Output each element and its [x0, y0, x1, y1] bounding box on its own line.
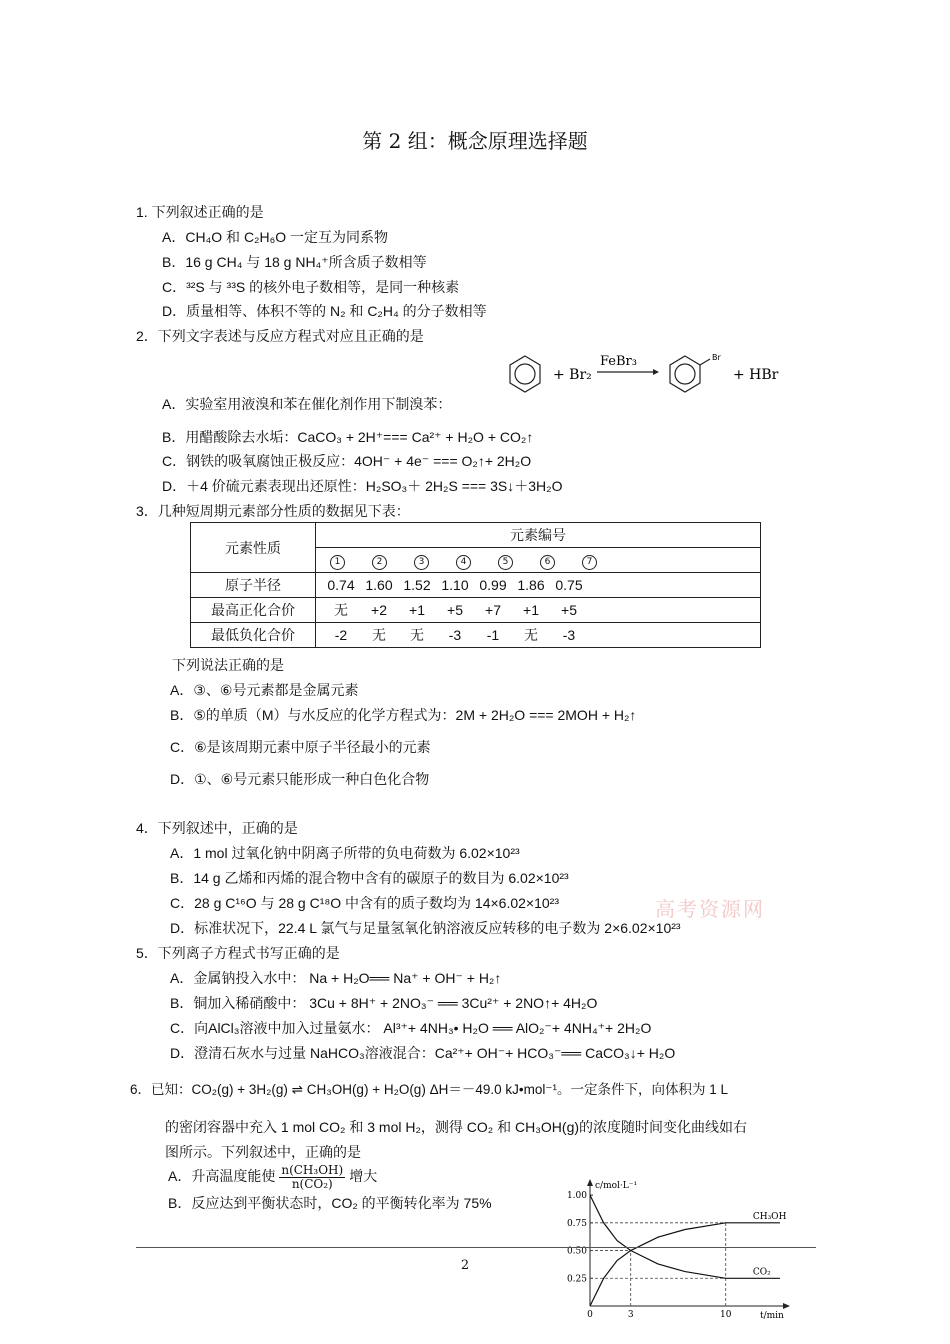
concentration-ratio [279, 1164, 345, 1191]
eq-br2: + Br₂ [553, 367, 592, 383]
q3-sub-stem: 下列说法正确的是 [172, 657, 284, 673]
cell: 1.86 [517, 577, 545, 593]
q4-stem: 4．下列叙述中，正确的是 [136, 820, 298, 836]
footer-divider [136, 1247, 816, 1248]
element-id: 2 [372, 555, 387, 570]
q1-stem: 1. 下列叙述正确的是 [136, 204, 264, 220]
x-tick-label: 0 [587, 1310, 593, 1320]
cell: 1.52 [403, 577, 431, 593]
table-header-id: 元素编号 [316, 523, 761, 548]
cell: +7 [485, 602, 501, 618]
q2-option-a: A．实验室用液溴和苯在催化剂作用下制溴苯： [162, 396, 452, 412]
row-label: 最高正化合价 [191, 598, 316, 623]
q6-stem-line3: 图所示。下列叙述中，正确的是 [165, 1144, 361, 1160]
concentration-time-chart [555, 1176, 800, 1326]
x-axis-arrow [783, 1303, 790, 1309]
cell: -1 [486, 627, 500, 643]
y-tick-label: 0.25 [566, 1274, 587, 1285]
cell: 0.99 [479, 577, 507, 593]
q6-option-a-prefix: A．升高温度能使 [168, 1168, 276, 1184]
q1-option-b: B．16 g CH₄ 与 18 g NH₄⁺所含质子数相等 [162, 254, 427, 270]
q3-option-a: A．③、⑥号元素都是金属元素 [170, 682, 359, 698]
cell: +1 [409, 602, 425, 618]
cell: -3 [448, 627, 462, 643]
row-label: 最低负化合价 [191, 623, 316, 648]
table-row [191, 623, 761, 648]
cell: -3 [562, 627, 576, 643]
cell: -2 [334, 627, 348, 643]
q3-option-c: C．⑥是该周期元素中原子半径最小的元素 [170, 739, 431, 755]
page-title: 第 2 组：概念原理选择题 [362, 129, 588, 153]
q2-stem: 2．下列文字表述与反应方程式对应且正确的是 [136, 328, 424, 344]
eq-hbr: + HBr [733, 367, 779, 383]
q1-option-d: D．质量相等、体积不等的 N₂ 和 C₂H₄ 的分子数相等 [162, 303, 487, 319]
cell: +1 [523, 602, 539, 618]
cell: 0.74 [327, 577, 355, 593]
benzene-ring-icon [510, 356, 540, 392]
y-axis-label: c/mol·L⁻¹ [595, 1181, 638, 1191]
q5-option-b: B．铜加入稀硝酸中： 3Cu + 8H⁺ + 2NO₃⁻ ══ 3Cu²⁺ + 2NO↑+ 4H₂O [170, 995, 598, 1011]
cell: 1.10 [441, 577, 469, 593]
q6-stem-line1: 6．已知：CO₂(g) + 3H₂(g) ⇌ CH₃OH(g) + H₂O(g) ΔH＝－49.0 kJ•mol⁻¹。一定条件下，向体积为 1 L [130, 1082, 728, 1097]
q5-option-d: D．澄清石灰水与过量 NaHCO₃溶液混合：Ca²⁺+ OH⁻+ HCO₃⁻══ CaCO₃↓+ H₂O [170, 1045, 676, 1061]
cell: 无 [372, 627, 386, 643]
q2-option-b: B．用醋酸除去水垢：CaCO₃ + 2H⁺=== Ca²⁺ + H₂O + CO₂↑ [162, 429, 534, 445]
cell: 无 [524, 627, 538, 643]
q6-option-b: B．反应达到平衡状态时，CO₂ 的平衡转化率为 75% [168, 1195, 492, 1211]
q6-option-a-suffix: 增大 [349, 1168, 378, 1184]
cell: +5 [561, 602, 577, 618]
element-id: 5 [498, 555, 513, 570]
q4-option-a: A．1 mol 过氧化钠中阴离子所带的负电荷数为 6.02×10²³ [170, 845, 520, 861]
page-number: 2 [460, 1258, 470, 1273]
x-tick-label: 10 [719, 1310, 732, 1320]
q3-option-d: D．①、⑥号元素只能形成一种白色化合物 [170, 771, 430, 787]
q4-option-c: C．28 g C¹⁶O 与 28 g C¹⁸O 中含有的质子数均为 14×6.02×10²³ [170, 895, 560, 911]
ratio-denominator: n(CO₂) [291, 1176, 333, 1191]
x-tick-label: 3 [627, 1310, 634, 1320]
element-id-row [316, 548, 761, 573]
cell: 无 [410, 627, 424, 643]
q2-option-c: C．钢铁的吸氧腐蚀正极反应：4OH⁻ + 4e⁻ === O₂↑+ 2H₂O [162, 453, 532, 469]
q4-option-b: B．14 g 乙烯和丙烯的混合物中含有的碳原子的数目为 6.02×10²³ [170, 870, 569, 886]
element-id: 6 [540, 555, 555, 570]
element-id: 7 [582, 555, 597, 570]
watermark: 高考资源网 [655, 897, 765, 921]
eq-catalyst: FeBr₃ [600, 354, 637, 369]
cell: 0.75 [555, 577, 583, 593]
cell: +2 [371, 602, 387, 618]
table-header-property: 元素性质 [191, 523, 316, 573]
q3-option-b: B．⑤的单质（M）与水反应的化学方程式为：2M + 2H₂O === 2MOH + H₂↑ [170, 707, 637, 723]
q6-stem-line2: 的密闭容器中充入 1 mol CO₂ 和 3 mol H₂，测得 CO₂ 和 CH₃OH(g)的浓度随时间变化曲线如右 [165, 1119, 748, 1135]
q5-stem: 5．下列离子方程式书写正确的是 [136, 945, 340, 961]
q1-option-a: A．CH₄O 和 C₂H₆O 一定互为同系物 [162, 229, 389, 245]
table-row [191, 598, 761, 623]
element-id: 3 [414, 555, 429, 570]
row-label: 原子半径 [191, 573, 316, 598]
cell: 无 [334, 602, 348, 618]
q5-option-a: A．金属钠投入水中： Na + H₂O══ Na⁺ + OH⁻ + H₂↑ [170, 970, 502, 986]
y-axis-arrow [587, 1179, 593, 1186]
table-row [191, 573, 761, 598]
q2-option-d: D．＋4 价硫元素表现出还原性：H₂SO₃＋ 2H₂S === 3S↓＋3H₂O [162, 478, 563, 494]
element-id: 4 [456, 555, 471, 570]
q6-option-a [168, 1162, 377, 1191]
bromination-equation [505, 350, 795, 400]
x-axis-label: t/min [760, 1311, 784, 1321]
cell: +5 [447, 602, 463, 618]
cell: 1.60 [365, 577, 393, 593]
series-label: CH₃OH [752, 1211, 787, 1222]
y-tick-label: 0.75 [566, 1218, 587, 1229]
q1-option-c: C．³²S 与 ³³S 的核外电子数相等，是同一种核素 [162, 279, 460, 295]
bromobenzene-ring-icon [670, 356, 710, 392]
series-label: CO₂ [752, 1267, 771, 1278]
q3-stem: 3．几种短周期元素部分性质的数据见下表： [136, 503, 410, 519]
q5-option-c: C．向AlCl₃溶液中加入过量氨水： Al³⁺+ 4NH₃• H₂O ══ AlO₂⁻+ 4NH₄⁺+ 2H₂O [170, 1020, 652, 1036]
y-tick-label: 1.00 [566, 1191, 587, 1202]
y-tick-label: 0.50 [566, 1246, 587, 1257]
ratio-numerator: n(CH₃OH) [281, 1162, 344, 1177]
element-id: 1 [330, 555, 345, 570]
element-properties-table [190, 522, 761, 648]
q4-option-d: D．标准状况下，22.4 L 氯气与足量氢氧化钠溶液反应转移的电子数为 2×6.02×10²³ [170, 920, 681, 936]
eq-br-substituent: Br [712, 353, 721, 362]
